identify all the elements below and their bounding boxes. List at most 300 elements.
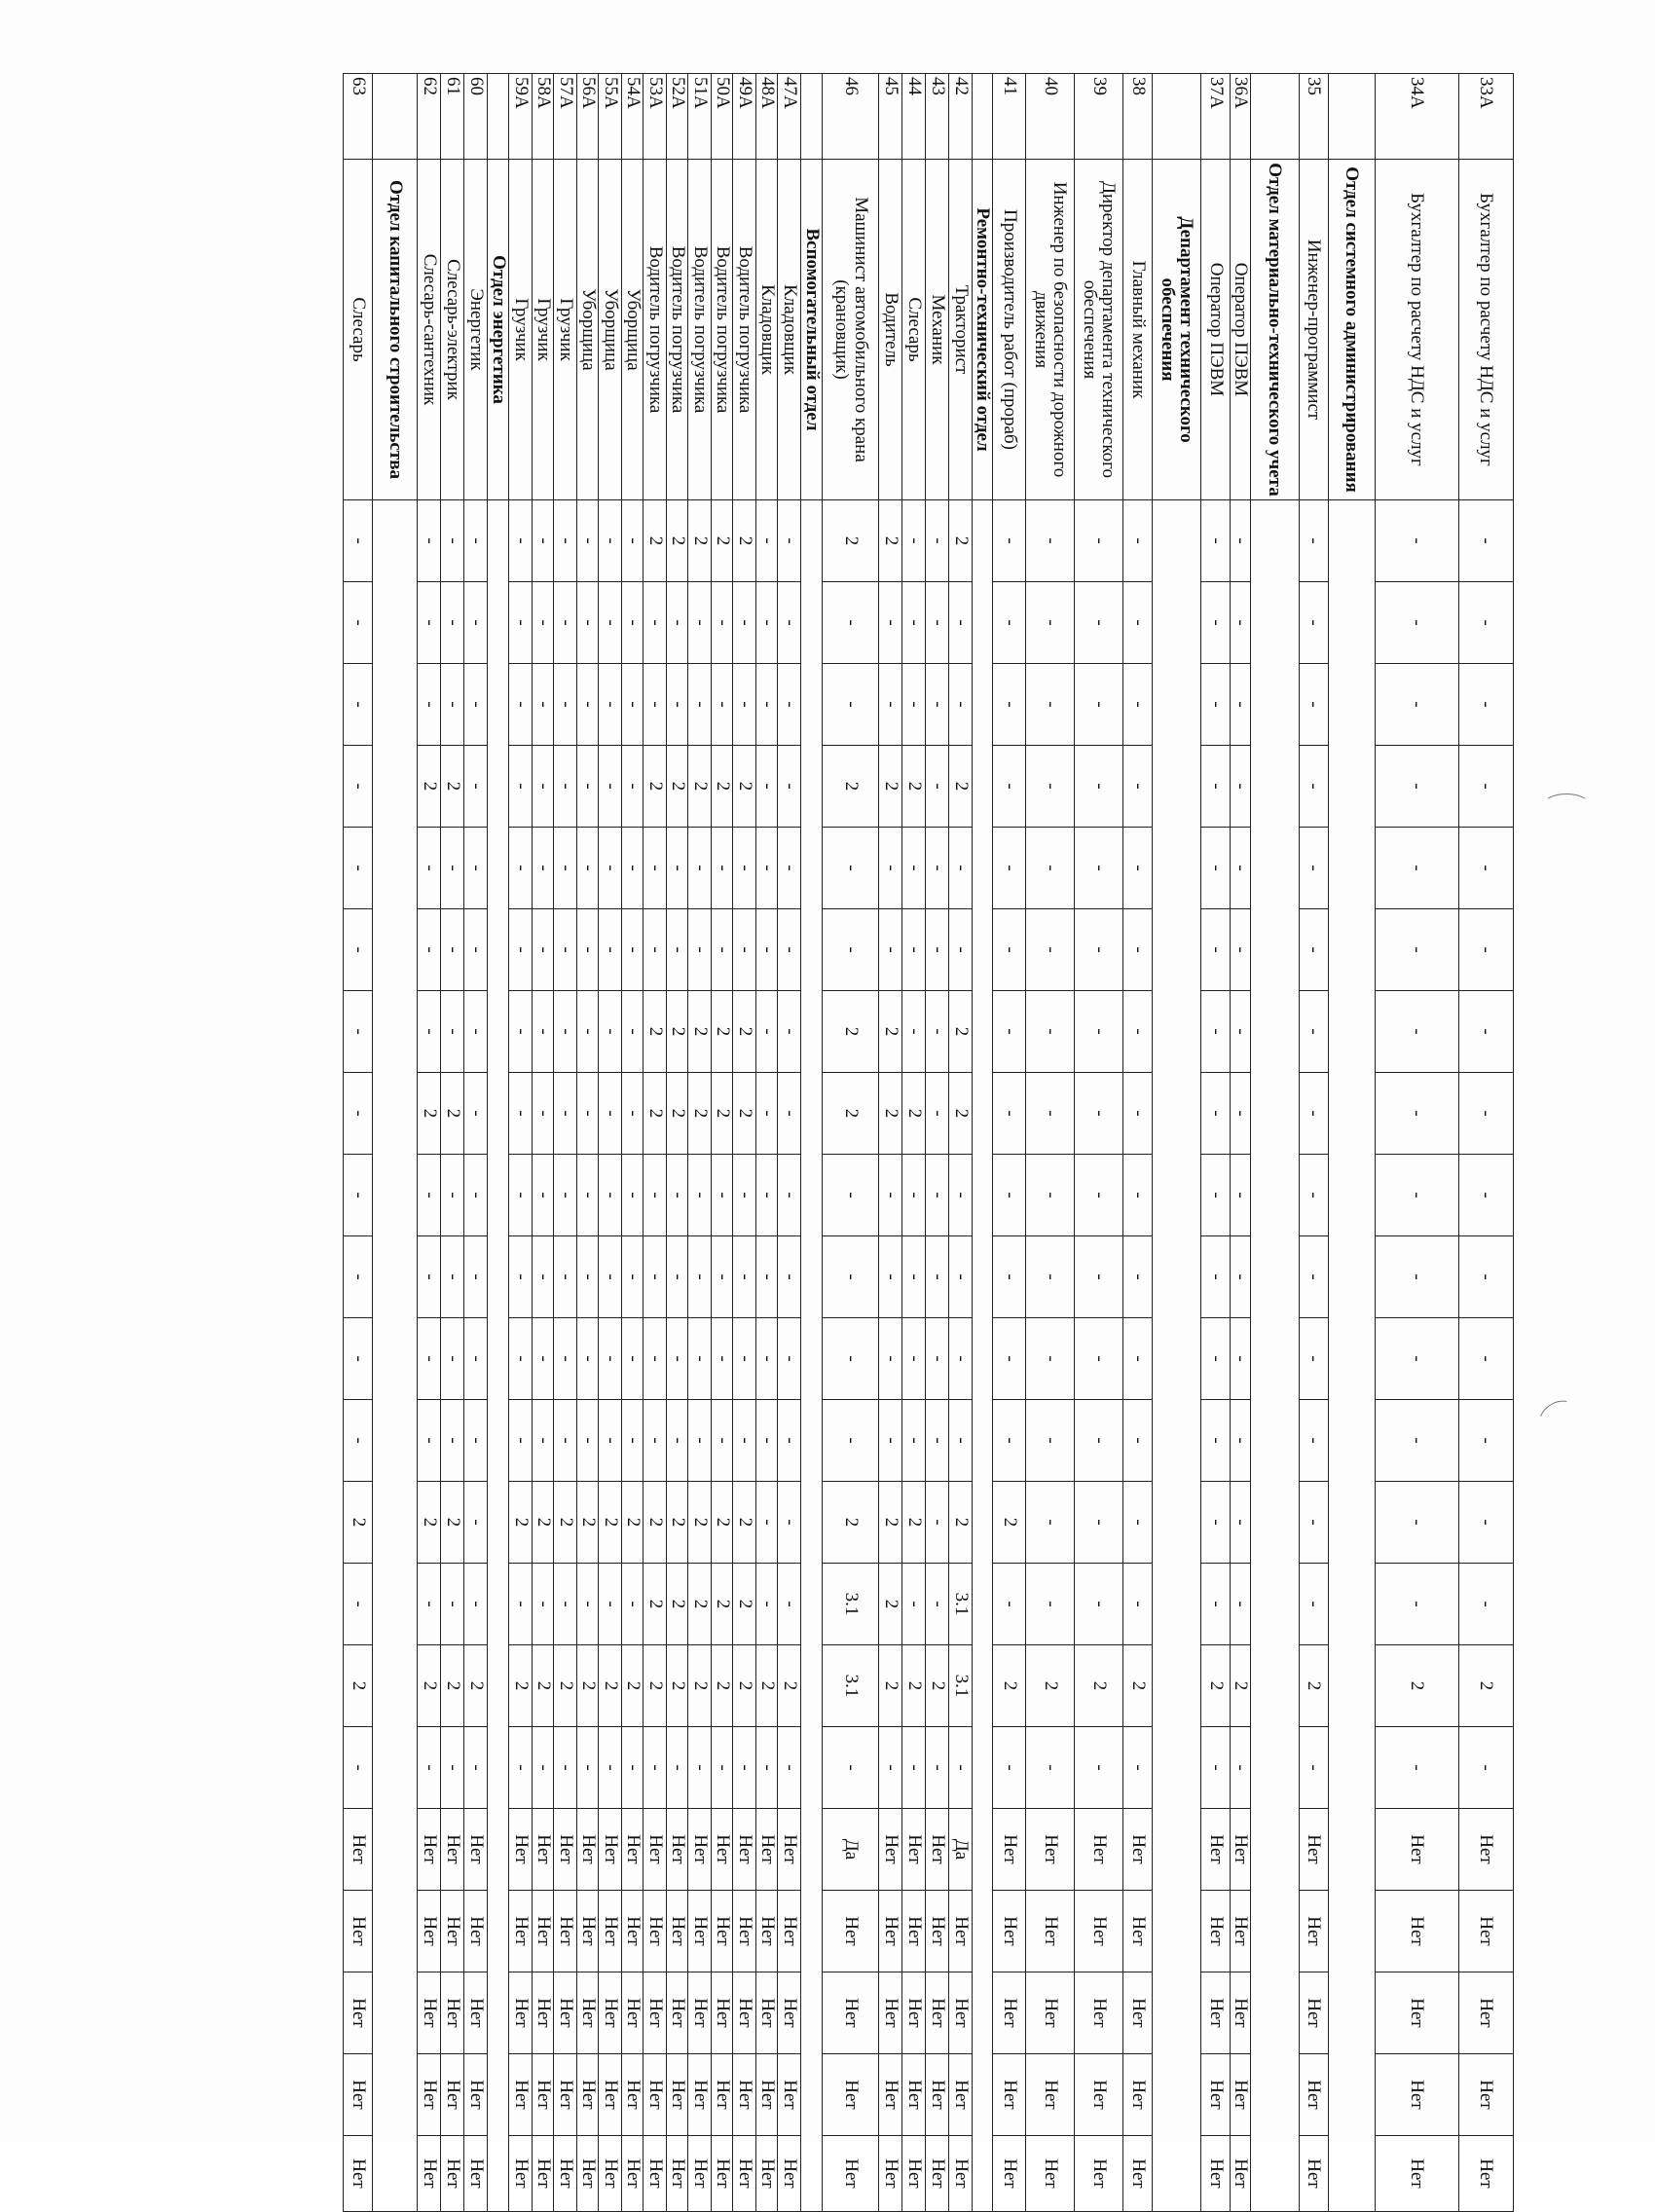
value-cell: Нет — [599, 1972, 622, 2054]
value-cell: - — [926, 828, 949, 909]
value-cell: - — [993, 664, 1026, 746]
value-cell: - — [879, 1318, 902, 1400]
value-cell: - — [1075, 582, 1123, 664]
value-cell: Нет — [577, 2054, 599, 2136]
value-cell: - — [733, 1400, 756, 1482]
job-title: Водитель погрузчика — [667, 160, 688, 500]
section-row — [1329, 74, 1376, 2212]
value-cell: Нет — [823, 1972, 879, 2054]
value-cell: - — [1123, 746, 1153, 828]
value-cell: - — [1123, 1482, 1153, 1564]
value-cell: - — [464, 1236, 488, 1318]
value-cell: - — [823, 664, 879, 746]
section-spacer — [1153, 500, 1201, 2212]
value-cell: - — [823, 828, 879, 909]
value-cell: - — [577, 1155, 599, 1236]
value-cell: - — [667, 828, 688, 909]
job-title: Оператор ПЭВМ — [1231, 160, 1251, 500]
value-cell: - — [464, 664, 488, 746]
value-cell: Нет — [667, 1972, 688, 2054]
value-cell: 2 — [644, 1564, 667, 1645]
value-cell: - — [599, 1155, 622, 1236]
value-cell: Нет — [1376, 2136, 1459, 2212]
value-cell: 2 — [712, 1645, 733, 1727]
value-cell: Нет — [879, 2054, 902, 2136]
value-cell: - — [879, 828, 902, 909]
value-cell: - — [418, 1564, 441, 1645]
value-cell: Нет — [1026, 1891, 1075, 1972]
value-cell: - — [688, 582, 712, 664]
value-cell: - — [509, 828, 533, 909]
value-cell: Нет — [418, 1809, 441, 1891]
value-cell: - — [1300, 582, 1329, 664]
value-cell: 2 — [879, 746, 902, 828]
value-cell: Нет — [509, 1891, 533, 1972]
value-cell: - — [993, 1400, 1026, 1482]
value-cell: - — [1201, 1236, 1231, 1318]
value-cell: - — [464, 1073, 488, 1155]
value-cell: Нет — [1075, 2136, 1123, 2212]
value-cell: - — [1201, 909, 1231, 991]
value-cell: - — [756, 909, 778, 991]
value-cell: - — [577, 1400, 599, 1482]
value-cell: 2 — [733, 991, 756, 1073]
value-cell: - — [441, 582, 464, 664]
value-cell: - — [902, 828, 926, 909]
value-cell: - — [509, 1155, 533, 1236]
value-cell: - — [926, 500, 949, 582]
value-cell: - — [1026, 1564, 1075, 1645]
value-cell: - — [577, 500, 599, 582]
value-cell: Нет — [879, 2136, 902, 2212]
value-cell: - — [1376, 1482, 1459, 1564]
value-cell: - — [712, 1318, 733, 1400]
value-cell: 2 — [667, 1645, 688, 1727]
value-cell: - — [1026, 828, 1075, 909]
value-cell: - — [644, 1318, 667, 1400]
value-cell: - — [509, 500, 533, 582]
value-cell: - — [464, 500, 488, 582]
value-cell: - — [1459, 1073, 1514, 1155]
value-cell: - — [688, 1400, 712, 1482]
value-cell: Нет — [993, 1972, 1026, 2054]
section-spacer — [1329, 500, 1376, 2212]
value-cell: - — [622, 1400, 644, 1482]
value-cell: Нет — [1376, 1972, 1459, 2054]
value-cell: 2 — [418, 1482, 441, 1564]
value-cell: - — [441, 909, 464, 991]
value-cell: Нет — [1026, 2136, 1075, 2212]
value-cell: - — [733, 1318, 756, 1400]
value-cell: 2 — [688, 1564, 712, 1645]
row-number: 45 — [879, 74, 902, 160]
value-cell: - — [577, 1564, 599, 1645]
value-cell: 2 — [823, 991, 879, 1073]
section-title: Вспомогательный отдел — [801, 160, 823, 500]
value-cell: Нет — [756, 2054, 778, 2136]
value-cell: 2 — [879, 1564, 902, 1645]
value-cell: - — [1123, 991, 1153, 1073]
value-cell: - — [344, 909, 373, 991]
job-title: Производитель работ (прораб) — [993, 160, 1026, 500]
value-cell: Нет — [1459, 1809, 1514, 1891]
value-cell: - — [418, 664, 441, 746]
value-cell: Нет — [1123, 2054, 1153, 2136]
value-cell: 2 — [823, 746, 879, 828]
value-cell: Нет — [667, 2054, 688, 2136]
value-cell: - — [1459, 1155, 1514, 1236]
job-title: Машинист автомобильного крана (крановщик) — [823, 160, 879, 500]
value-cell: - — [509, 1073, 533, 1155]
value-cell: - — [902, 1727, 926, 1809]
job-title: Уборщица — [622, 160, 644, 500]
table-row — [1459, 74, 1514, 2212]
value-cell: - — [926, 1727, 949, 1809]
value-cell: Нет — [926, 1972, 949, 2054]
value-cell: 2 — [1459, 1645, 1514, 1727]
value-cell: - — [778, 1318, 801, 1400]
rotated-table-wrapper — [54, 73, 1514, 2189]
value-cell: 2 — [949, 1073, 973, 1155]
value-cell: 2 — [644, 1482, 667, 1564]
value-cell: - — [1231, 1073, 1251, 1155]
value-cell: 2 — [441, 1482, 464, 1564]
value-cell: 3.1 — [823, 1645, 879, 1727]
value-cell: - — [778, 1727, 801, 1809]
job-title: Директор департамента технического обеспечения — [1075, 160, 1123, 500]
value-cell: 2 — [902, 1482, 926, 1564]
value-cell: - — [879, 1727, 902, 1809]
value-cell: - — [949, 909, 973, 991]
value-cell: Нет — [441, 1972, 464, 2054]
value-cell: Нет — [993, 2054, 1026, 2136]
value-cell: - — [823, 1400, 879, 1482]
table-row — [879, 74, 902, 2212]
value-cell: - — [778, 746, 801, 828]
value-cell: Нет — [577, 2136, 599, 2212]
value-cell: - — [533, 664, 554, 746]
value-cell: 2 — [464, 1645, 488, 1727]
value-cell: - — [688, 828, 712, 909]
row-number: 44 — [902, 74, 926, 160]
value-cell: Нет — [441, 2136, 464, 2212]
value-cell: - — [344, 1155, 373, 1236]
row-number: 56А — [577, 74, 599, 160]
value-cell: - — [1201, 1727, 1231, 1809]
value-cell: - — [1231, 1564, 1251, 1645]
value-cell: Нет — [902, 1809, 926, 1891]
value-cell: - — [926, 1564, 949, 1645]
value-cell: - — [599, 664, 622, 746]
value-cell: - — [733, 582, 756, 664]
value-cell: - — [577, 582, 599, 664]
value-cell: - — [1201, 1073, 1231, 1155]
value-cell: - — [756, 1155, 778, 1236]
value-cell: - — [1123, 1073, 1153, 1155]
table-row — [1026, 74, 1075, 2212]
value-cell: Нет — [823, 1891, 879, 1972]
value-cell: Нет — [667, 1891, 688, 1972]
value-cell: 2 — [622, 1482, 644, 1564]
value-cell: Нет — [1376, 1891, 1459, 1972]
value-cell: 2 — [879, 500, 902, 582]
value-cell: 2 — [1231, 1645, 1251, 1727]
value-cell: Нет — [902, 2054, 926, 2136]
row-number: 39 — [1075, 74, 1123, 160]
value-cell: - — [1376, 828, 1459, 909]
value-cell: - — [949, 828, 973, 909]
value-cell: - — [599, 582, 622, 664]
value-cell: - — [644, 828, 667, 909]
value-cell: - — [823, 582, 879, 664]
value-cell: Нет — [733, 1972, 756, 2054]
value-cell: - — [599, 1727, 622, 1809]
value-cell: - — [418, 1400, 441, 1482]
value-cell: - — [533, 500, 554, 582]
job-title: Водитель погрузчика — [712, 160, 733, 500]
value-cell: - — [1300, 664, 1329, 746]
value-cell: Нет — [418, 1891, 441, 1972]
value-cell: Нет — [644, 1972, 667, 2054]
value-cell: Нет — [644, 2136, 667, 2212]
value-cell: - — [1231, 746, 1251, 828]
row-number: 36А — [1231, 74, 1251, 160]
value-cell: - — [1300, 1400, 1329, 1482]
value-cell: - — [756, 828, 778, 909]
value-cell: Нет — [644, 1809, 667, 1891]
value-cell: - — [823, 909, 879, 991]
value-cell: - — [902, 991, 926, 1073]
job-title: Водитель погрузчика — [688, 160, 712, 500]
table-row — [599, 74, 622, 2212]
value-cell: Нет — [926, 1809, 949, 1891]
value-cell: - — [1376, 991, 1459, 1073]
table-row — [644, 74, 667, 2212]
value-cell: Нет — [1459, 1972, 1514, 2054]
value-cell: - — [667, 1400, 688, 1482]
value-cell: Нет — [733, 1809, 756, 1891]
value-cell: - — [1376, 1073, 1459, 1155]
value-cell: - — [1123, 1318, 1153, 1400]
value-cell: - — [418, 500, 441, 582]
row-number: 42 — [949, 74, 973, 160]
value-cell: - — [1201, 828, 1231, 909]
value-cell: - — [712, 1155, 733, 1236]
value-cell: - — [1376, 500, 1459, 582]
value-cell: 2 — [644, 746, 667, 828]
value-cell: - — [554, 1564, 577, 1645]
value-cell: - — [644, 1400, 667, 1482]
section-title: Департамент технического обеспечения — [1153, 160, 1201, 500]
value-cell: Нет — [1201, 1891, 1231, 1972]
value-cell: Нет — [1231, 1809, 1251, 1891]
value-cell: Нет — [823, 2054, 879, 2136]
value-cell: - — [926, 582, 949, 664]
value-cell: - — [441, 500, 464, 582]
value-cell: - — [688, 1155, 712, 1236]
value-cell: - — [712, 664, 733, 746]
value-cell: - — [533, 582, 554, 664]
value-cell: - — [533, 1318, 554, 1400]
value-cell: - — [879, 1155, 902, 1236]
value-cell: Нет — [778, 1972, 801, 2054]
value-cell: Нет — [1231, 1891, 1251, 1972]
value-cell: - — [464, 909, 488, 991]
table-row — [1376, 74, 1459, 2212]
value-cell: - — [1231, 1482, 1251, 1564]
value-cell: 2 — [733, 1482, 756, 1564]
value-cell: - — [756, 664, 778, 746]
value-cell: Нет — [879, 1809, 902, 1891]
value-cell: 2 — [644, 991, 667, 1073]
value-cell: - — [1300, 828, 1329, 909]
value-cell: - — [464, 1482, 488, 1564]
value-cell: 2 — [509, 1482, 533, 1564]
value-cell: Нет — [577, 1972, 599, 2054]
job-title: Инженер-программист — [1300, 160, 1329, 500]
value-cell: - — [599, 909, 622, 991]
job-title: Грузчик — [533, 160, 554, 500]
row-number: 43 — [926, 74, 949, 160]
section-row — [488, 74, 509, 2212]
value-cell: - — [1075, 1564, 1123, 1645]
value-cell: Нет — [599, 1891, 622, 1972]
value-cell: - — [733, 664, 756, 746]
value-cell: - — [949, 582, 973, 664]
value-cell: - — [733, 828, 756, 909]
row-number: 49А — [733, 74, 756, 160]
value-cell: 2 — [554, 1482, 577, 1564]
value-cell: Нет — [1123, 1972, 1153, 2054]
value-cell: - — [344, 664, 373, 746]
value-cell: Нет — [1201, 2136, 1231, 2212]
value-cell: - — [622, 1155, 644, 1236]
value-cell: - — [509, 1727, 533, 1809]
value-cell: - — [1459, 1727, 1514, 1809]
value-cell: - — [599, 1073, 622, 1155]
section-row — [801, 74, 823, 2212]
value-cell: - — [1026, 991, 1075, 1073]
value-cell: - — [756, 1564, 778, 1645]
value-cell: - — [949, 1236, 973, 1318]
value-cell: Нет — [622, 1891, 644, 1972]
value-cell: - — [418, 1236, 441, 1318]
value-cell: - — [554, 1400, 577, 1482]
value-cell: Нет — [778, 2136, 801, 2212]
table-row — [418, 74, 441, 2212]
job-title: Грузчик — [509, 160, 533, 500]
table-row — [902, 74, 926, 2212]
value-cell: 2 — [533, 1482, 554, 1564]
value-cell: 2 — [418, 746, 441, 828]
value-cell: Нет — [949, 2136, 973, 2212]
section-title: Ремонтно-технический отдел — [973, 160, 993, 500]
value-cell: 2 — [712, 1073, 733, 1155]
value-cell: 2 — [902, 746, 926, 828]
row-number: 55А — [599, 74, 622, 160]
value-cell: - — [1231, 991, 1251, 1073]
value-cell: - — [577, 1236, 599, 1318]
value-cell: - — [577, 1318, 599, 1400]
value-cell: 2 — [644, 500, 667, 582]
value-cell: Нет — [554, 1809, 577, 1891]
value-cell: - — [902, 1564, 926, 1645]
value-cell: - — [644, 1727, 667, 1809]
value-cell: Нет — [712, 2054, 733, 2136]
row-number: 37А — [1201, 74, 1231, 160]
value-cell: Нет — [1201, 1809, 1231, 1891]
value-cell: - — [509, 1236, 533, 1318]
value-cell: - — [441, 1155, 464, 1236]
value-cell: - — [778, 1155, 801, 1236]
value-cell: Нет — [756, 2136, 778, 2212]
job-title: Главный механик — [1123, 160, 1153, 500]
value-cell: Нет — [926, 2054, 949, 2136]
value-cell: - — [533, 909, 554, 991]
value-cell: 2 — [688, 1073, 712, 1155]
pen-mark — [1543, 793, 1590, 817]
value-cell: Нет — [533, 2136, 554, 2212]
value-cell: Нет — [464, 1809, 488, 1891]
value-cell: - — [667, 1155, 688, 1236]
value-cell: Нет — [1300, 1809, 1329, 1891]
value-cell: - — [441, 828, 464, 909]
value-cell: - — [577, 1727, 599, 1809]
value-cell: Нет — [509, 1972, 533, 2054]
value-cell: 2 — [344, 1645, 373, 1727]
value-cell: - — [533, 1155, 554, 1236]
row-number: 48А — [756, 74, 778, 160]
table-row — [688, 74, 712, 2212]
value-cell: - — [1459, 746, 1514, 828]
value-cell: - — [993, 1727, 1026, 1809]
value-cell: - — [344, 1400, 373, 1482]
value-cell: - — [1300, 991, 1329, 1073]
value-cell: - — [464, 1400, 488, 1482]
value-cell: - — [644, 664, 667, 746]
table-row — [441, 74, 464, 2212]
table-row — [823, 74, 879, 2212]
value-cell: Нет — [1300, 1972, 1329, 2054]
value-cell: - — [418, 582, 441, 664]
value-cell: - — [902, 1155, 926, 1236]
value-cell: 2 — [1376, 1645, 1459, 1727]
value-cell: - — [577, 828, 599, 909]
value-cell: 2 — [441, 746, 464, 828]
value-cell: - — [993, 500, 1026, 582]
value-cell: Нет — [1026, 1972, 1075, 2054]
value-cell: - — [778, 909, 801, 991]
value-cell: - — [418, 991, 441, 1073]
value-cell: - — [1300, 1564, 1329, 1645]
value-cell: - — [1123, 1236, 1153, 1318]
value-cell: Нет — [1201, 2054, 1231, 2136]
value-cell: 3.1 — [823, 1564, 879, 1645]
row-number: 59А — [509, 74, 533, 160]
value-cell: - — [1075, 500, 1123, 582]
job-title: Слесарь — [344, 160, 373, 500]
value-cell: - — [441, 1727, 464, 1809]
value-cell: - — [1231, 500, 1251, 582]
value-cell: Нет — [778, 2054, 801, 2136]
value-cell: Нет — [993, 1809, 1026, 1891]
value-cell: - — [344, 991, 373, 1073]
value-cell: 2 — [733, 1645, 756, 1727]
value-cell: Нет — [533, 1972, 554, 2054]
value-cell: Нет — [344, 2054, 373, 2136]
value-cell: Нет — [554, 1891, 577, 1972]
value-cell: - — [509, 1400, 533, 1482]
